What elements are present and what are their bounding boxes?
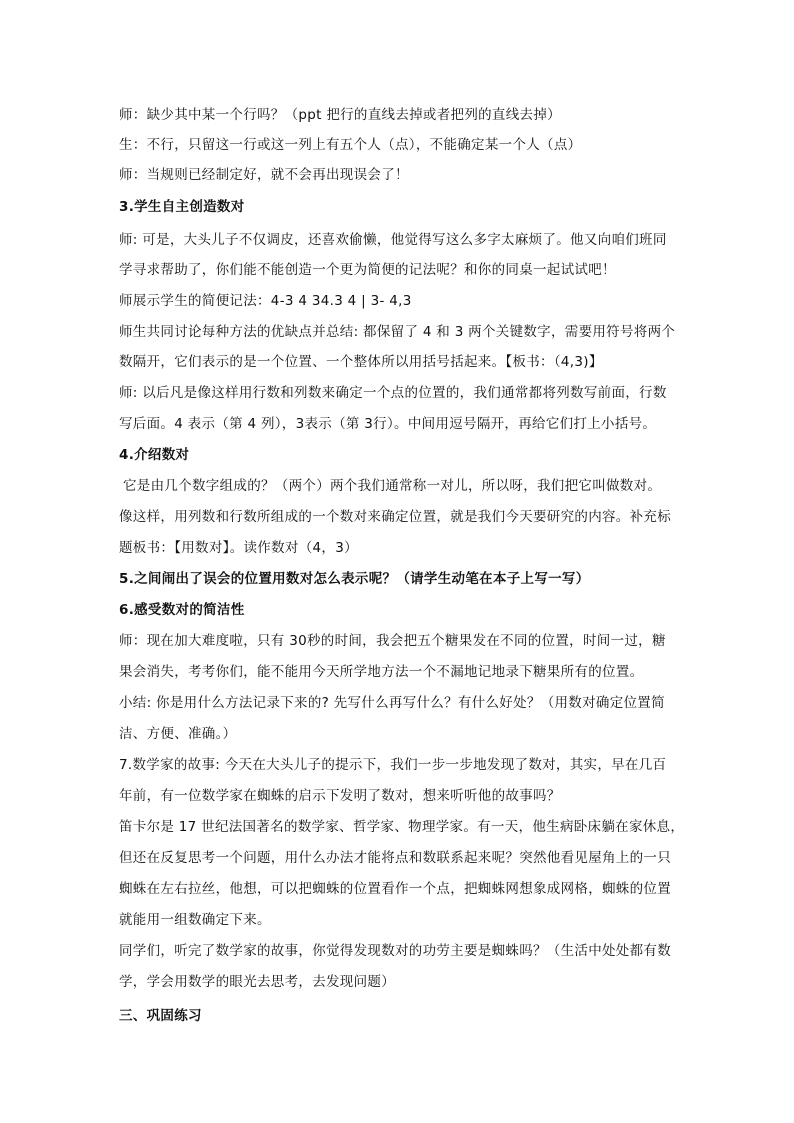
section-heading: 5.之间闹出了误会的位置用数对怎么表示呢？（请学生动笔在本子上写一写） — [119, 571, 590, 587]
paragraph-line: 年前，有一位数学家在蜘蛛的启示下发明了数对，想来听听他的故事吗？ — [119, 788, 561, 804]
paragraph-line: 题板书：【用数对】。读作数对（4，3） — [119, 540, 358, 556]
paragraph-line: 就能用一组数确定下来。 — [119, 912, 271, 928]
paragraph-line: 像这样，用列数和行数所组成的一个数对来确定位置，就是我们今天要研究的内容。补充标 — [119, 509, 671, 525]
paragraph-line: 师生共同讨论每种方法的优缺点并总结: 都保留了 4 和 3 两个关键数字，需要用符号将两个 — [119, 324, 676, 340]
section-heading: 4.介绍数对 — [119, 447, 190, 463]
paragraph-line: 洁、方便、准确。） — [119, 726, 237, 742]
paragraph-line: 师: 以后凡是像这样用行数和列数来确定一个点的位置的，我们通常都将列数写前面，行数 — [119, 385, 667, 401]
paragraph-line: 师展示学生的简便记法：4-3 4 34.3 4 | 3- 4,3 — [119, 293, 412, 309]
paragraph-line: 但还在反复思考一个问题，用什么办法才能将点和数联系起来呢？突然他看见屋角上的一只 — [119, 850, 671, 866]
dialogue-line: 师：缺少其中某一个行吗？（ppt 把行的直线去掉或者把列的直线去掉） — [119, 107, 561, 123]
section-heading: 三、巩固练习 — [119, 1008, 202, 1024]
section-heading: 6.感受数对的简洁性 — [119, 602, 245, 618]
paragraph-line: 师：现在加大难度啦，只有 30秒的时间，我会把五个糖果发在不同的位置，时间一过，糖 — [119, 633, 666, 649]
dialogue-line: 师：当规则已经制定好，就不会再出现误会了！ — [119, 167, 409, 183]
paragraph-line: 小结: 你是用什么方法记录下来的? 先写什么再写什么？有什么好处？（用数对确定位置简 — [119, 695, 665, 711]
paragraph-line: 数隔开，它们表示的是一个位置、一个整体所以用括号括起来。【板书：（4,3)】 — [119, 354, 603, 370]
paragraph-line: 同学们，听完了数学家的故事，你觉得发现数对的功劳主要是蜘蛛吗？（生活中处处都有数 — [119, 943, 671, 959]
paragraph-line: 写后面。4 表示（第 4 列），3表示（第 3行）。中间用逗号隔开，再给它们打上小括号。 — [119, 416, 657, 432]
paragraph-line: 它是由几个数字组成的？（两个）两个我们通常称一对儿，所以呀，我们把它叫做数对。 — [123, 478, 662, 494]
paragraph-line: 果会消失，考考你们，能不能用今天所学地方法一个不漏地记地录下糖果所有的位置。 — [119, 664, 644, 680]
dialogue-line: 生：不行，只留这一行或这一列上有五个人（点），不能确定某一个人（点） — [119, 137, 582, 153]
paragraph-line: 师: 可是，大头儿子不仅调皮，还喜欢偷懒，他觉得写这么多字太麻烦了。他又向咱们班同 — [119, 232, 667, 248]
paragraph-line: 蜘蛛在左右拉丝，他想，可以把蜘蛛的位置看作一个点，把蜘蛛网想象成网格，蜘蛛的位置 — [119, 881, 671, 897]
paragraph-line: 学寻求帮助了，你们能不能创造一个更为简便的记法呢？和你的同桌一起试试吧！ — [119, 262, 616, 278]
paragraph-line: 7.数学家的故事: 今天在大头儿子的提示下，我们一步一步地发现了数对，其实，早在几百 — [119, 757, 667, 773]
paragraph-line: 学，学会用数学的眼光去思考，去发现问题） — [119, 974, 395, 990]
section-heading: 3.学生自主创造数对 — [119, 199, 245, 215]
paragraph-line: 笛卡尔是 17 世纪法国著名的数学家、哲学家、物理学家。有一天，他生病卧床躺在家休息， — [119, 819, 685, 835]
